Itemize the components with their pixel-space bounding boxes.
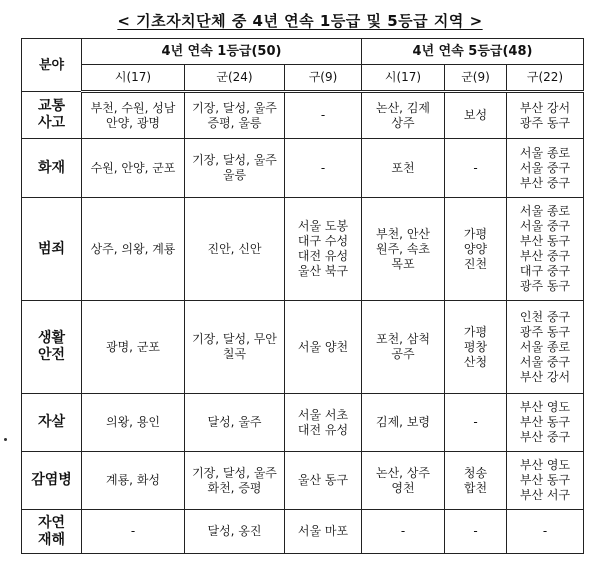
table-row: [22, 452, 584, 510]
table-cell: 포천, 삼척 공주: [362, 301, 445, 394]
sub-header-gu-grade5: 구(22): [507, 65, 584, 92]
table-cell: 인천 중구 광주 동구 서울 종로 서울 중구 부산 강서: [507, 301, 584, 394]
table-cell: 청송 합천: [445, 452, 507, 510]
table-cell: 가평 양양 진천: [445, 198, 507, 301]
table-cell: 기장, 달성, 울주 울릉: [185, 139, 285, 198]
table-cell: 포천: [362, 139, 445, 198]
table-cell: -: [445, 139, 507, 198]
table-cell: 수원, 안양, 군포: [82, 139, 185, 198]
table-cell: -: [82, 510, 185, 554]
table-cell: 달성, 옹진: [185, 510, 285, 554]
table-cell: 상주, 의왕, 계룡: [82, 198, 185, 301]
table-cell: 가평 평창 산청: [445, 301, 507, 394]
sub-header-si-grade5: 시(17): [362, 65, 445, 92]
stray-dot-mark: [4, 438, 7, 441]
field-label: 교통 사고: [22, 92, 82, 139]
table-cell: 논산, 김제 상주: [362, 92, 445, 139]
table-cell: 진안, 신안: [185, 198, 285, 301]
group-header-grade5: 4년 연속 5등급(48): [362, 39, 584, 65]
table-cell: -: [285, 92, 362, 139]
sub-header-gun-grade1: 군(24): [185, 65, 285, 92]
table-cell: -: [445, 394, 507, 452]
ranking-table: [21, 38, 584, 554]
table-row: [22, 394, 584, 452]
table-cell: 서울 도봉 대구 수성 대전 유성 울산 북구: [285, 198, 362, 301]
table-cell: 보성: [445, 92, 507, 139]
table-cell: 계룡, 화성: [82, 452, 185, 510]
group-header-grade1: 4년 연속 1등급(50): [82, 39, 362, 65]
table-cell: -: [285, 139, 362, 198]
field-label: 자연 재해: [22, 510, 82, 554]
table-cell: 서울 종로 서울 중구 부산 동구 부산 중구 대구 중구 광주 동구: [507, 198, 584, 301]
table-cell: 의왕, 용인: [82, 394, 185, 452]
table-row: [22, 301, 584, 394]
table-row: [22, 92, 584, 139]
field-label: 생활 안전: [22, 301, 82, 394]
table-cell: 서울 서초 대전 유성: [285, 394, 362, 452]
header-row-groups: [22, 39, 584, 65]
table-cell: -: [362, 510, 445, 554]
table-cell: 부산 영도 부산 동구 부산 중구: [507, 394, 584, 452]
field-label: 자살: [22, 394, 82, 452]
sub-header-si-grade1: 시(17): [82, 65, 185, 92]
table-cell: -: [445, 510, 507, 554]
table-cell: 기장, 달성, 울주 증평, 울릉: [185, 92, 285, 139]
table-cell: 김제, 보령: [362, 394, 445, 452]
table-cell: 서울 양천: [285, 301, 362, 394]
table-cell: 기장, 달성, 울주 화천, 증평: [185, 452, 285, 510]
table-cell: 광명, 군포: [82, 301, 185, 394]
table-cell: 부천, 안산 원주, 속초 목포: [362, 198, 445, 301]
field-header: 분야: [22, 39, 82, 92]
table-cell: 울산 동구: [285, 452, 362, 510]
field-label: 범죄: [22, 198, 82, 301]
table-cell: 서울 마포: [285, 510, 362, 554]
table-cell: 부산 강서 광주 동구: [507, 92, 584, 139]
table-row: [22, 510, 584, 554]
table-cell: 부산 영도 부산 동구 부산 서구: [507, 452, 584, 510]
table-row: [22, 198, 584, 301]
table-cell: 서울 종로 서울 중구 부산 중구: [507, 139, 584, 198]
table-title: < 기초자치단체 중 4년 연속 1등급 및 5등급 지역 >: [117, 12, 483, 30]
table-cell: 논산, 상주 영천: [362, 452, 445, 510]
table-cell: 달성, 울주: [185, 394, 285, 452]
table-row: [22, 139, 584, 198]
sub-header-gu-grade1: 구(9): [285, 65, 362, 92]
field-label: 화재: [22, 139, 82, 198]
table-cell: 부천, 수원, 성남 안양, 광명: [82, 92, 185, 139]
sub-header-gun-grade5: 군(9): [445, 65, 507, 92]
field-label: 감염병: [22, 452, 82, 510]
header-row-sub: [22, 65, 584, 92]
table-cell: 기장, 달성, 무안 칠곡: [185, 301, 285, 394]
table-cell: -: [507, 510, 584, 554]
